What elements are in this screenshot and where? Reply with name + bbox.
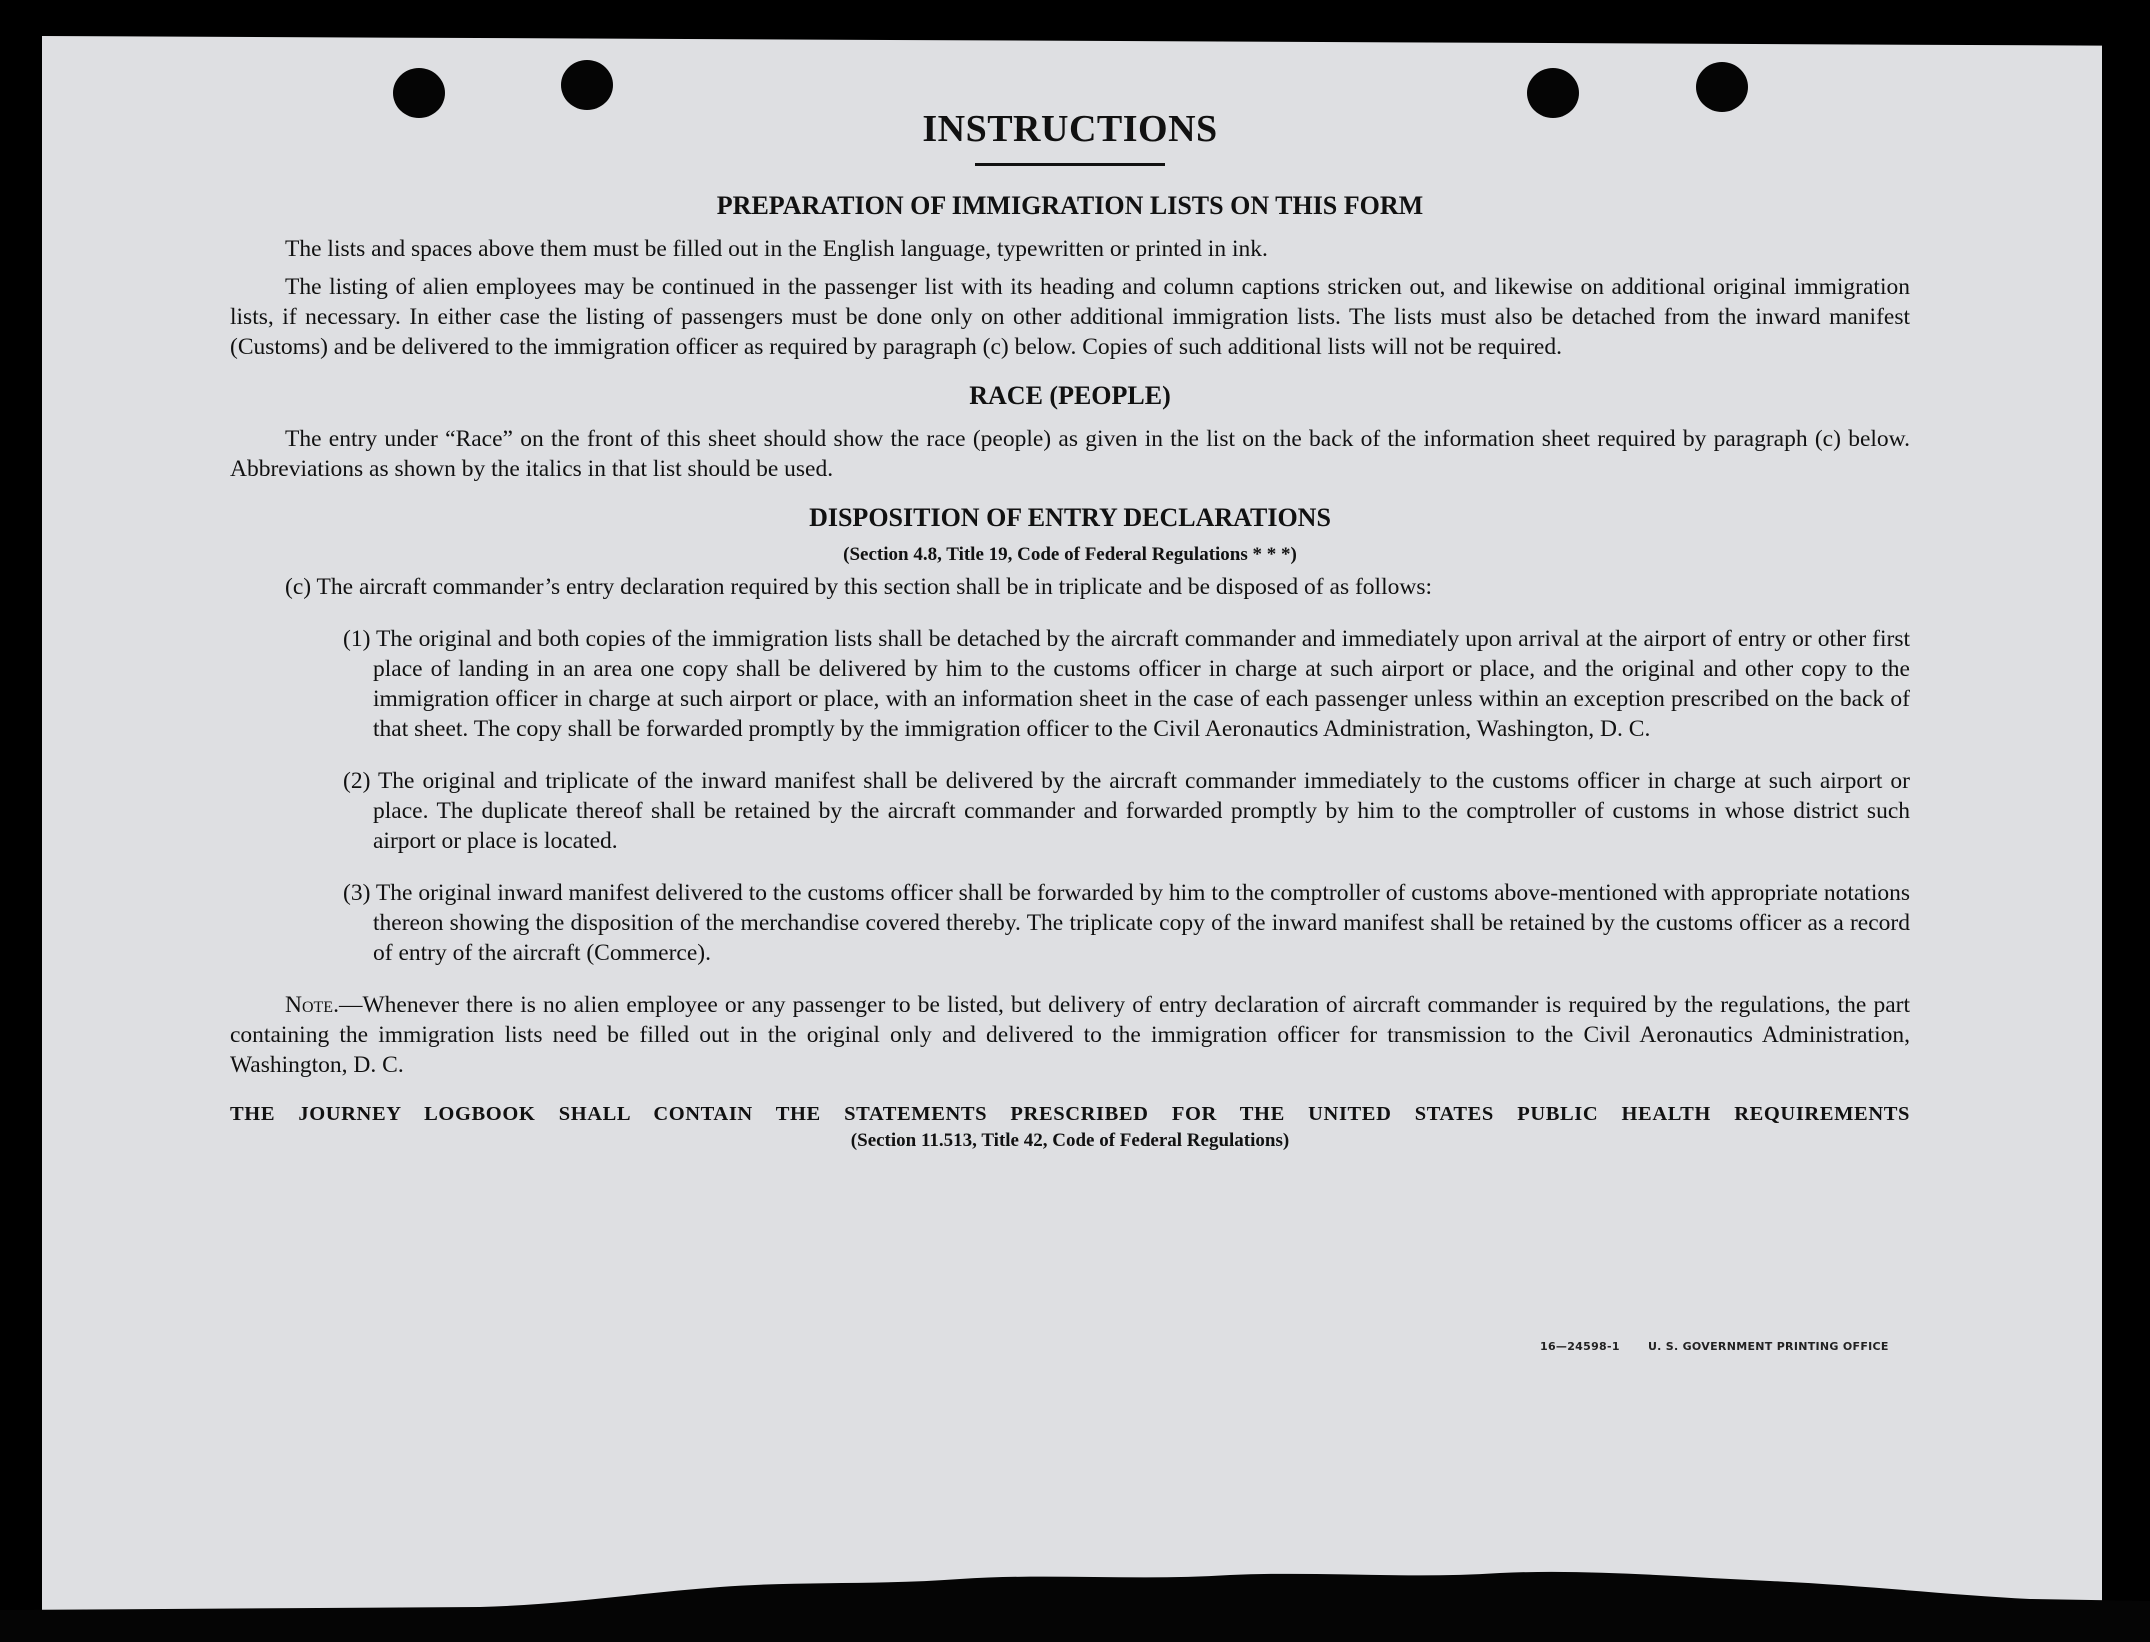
disposition-item-1: (1) The original and both copies of the immigration lists shall be detached by the aircraft commander and immediately upon arrival at the airport of entry or other first place of landing in an area one copy shall be delivered by him to the customs officer in charge at such airport or place, and the original and other copy to the immigration officer in charge at such airport or place, with an information sheet in the case of each passenger unless within an exception prescribed on the back of that sheet. The copy shall be forwarded promptly by the immigration officer to the Civil Aeronautics Administration, Washington, D. C.	[343, 626, 1910, 742]
section-heading-disposition: DISPOSITION OF ENTRY DECLARATIONS	[809, 503, 1331, 532]
journey-logbook-statement: THE JOURNEY LOGBOOK SHALL CONTAIN THE STATEMENTS PRESCRIBED FOR THE UNITED STATES PUBLIC HEALTH REQUIREMENTS	[230, 1103, 1910, 1125]
instructions-content	[230, 95, 1910, 1154]
paragraph-language: The lists and spaces above them must be filled out in the English language, typewritten or printed in ink.	[285, 236, 1268, 262]
title-rule	[975, 163, 1165, 166]
clause-c: (c) The aircraft commander’s entry declaration required by this section shall be in triplicate and be disposed of as follows:	[285, 574, 1432, 600]
paragraph-alien-employees: The listing of alien employees may be continued in the passenger list with its heading and column captions stricken out, and likewise on additional original immigration lists, if necessary. In either case the listing of passengers must be done only on other additional immigration lists. The lists must also be detached from the inward manifest (Customs) and be delivered to the immigration officer as required by paragraph (c) below. Copies of such additional lists will not be required.	[230, 274, 1910, 360]
form-number: 16—24598-1	[1540, 1340, 1620, 1353]
note-label: Note.	[285, 992, 339, 1018]
disposition-item-3: (3) The original inward manifest delivered to the customs officer shall be forwarded by him to the comptroller of customs above-mentioned with appropriate notations thereon showing the disposition of the merchandise covered thereby. The triplicate copy of the inward manifest shall be retained by the customs officer as a record of entry of the aircraft (Commerce).	[343, 880, 1910, 966]
section-heading-preparation: PREPARATION OF IMMIGRATION LISTS ON THIS FORM	[716, 191, 1424, 220]
disposition-citation: (Section 4.8, Title 19, Code of Federal Regulations * * *)	[843, 544, 1297, 565]
note-paragraph	[230, 990, 1910, 1080]
journey-citation: (Section 11.513, Title 42, Code of Federal Regulations)	[850, 1130, 1290, 1151]
printer-name: U. S. GOVERNMENT PRINTING OFFICE	[1647, 1340, 1889, 1353]
note-text: —Whenever there is no alien employee or any passenger to be listed, but delivery of entry declaration of aircraft commander is required by the regulations, the part containing the immigration lists need be filled out in the original only and delivered to the immigration officer for transmission to the Civil Aeronautics Administration, Washington, D. C.	[230, 992, 1910, 1078]
printer-footer	[1540, 1340, 1913, 1353]
section-heading-race: RACE (PEOPLE)	[969, 381, 1171, 410]
torn-bottom-edge	[0, 1535, 2150, 1642]
paragraph-race: The entry under “Race” on the front of this sheet should show the race (people) as given in the list on the back of the information sheet required by paragraph (c) below. Abbreviations as shown by the italics in that list should be used.	[230, 426, 1910, 482]
document-title: INSTRUCTIONS	[922, 108, 1218, 150]
disposition-item-2: (2) The original and triplicate of the inward manifest shall be delivered by the aircraft commander immediately to the customs officer in charge at such airport or place. The duplicate thereof shall be retained by the aircraft commander and forwarded promptly by him to the comptroller of customs in whose district such airport or place is located.	[343, 768, 1910, 854]
